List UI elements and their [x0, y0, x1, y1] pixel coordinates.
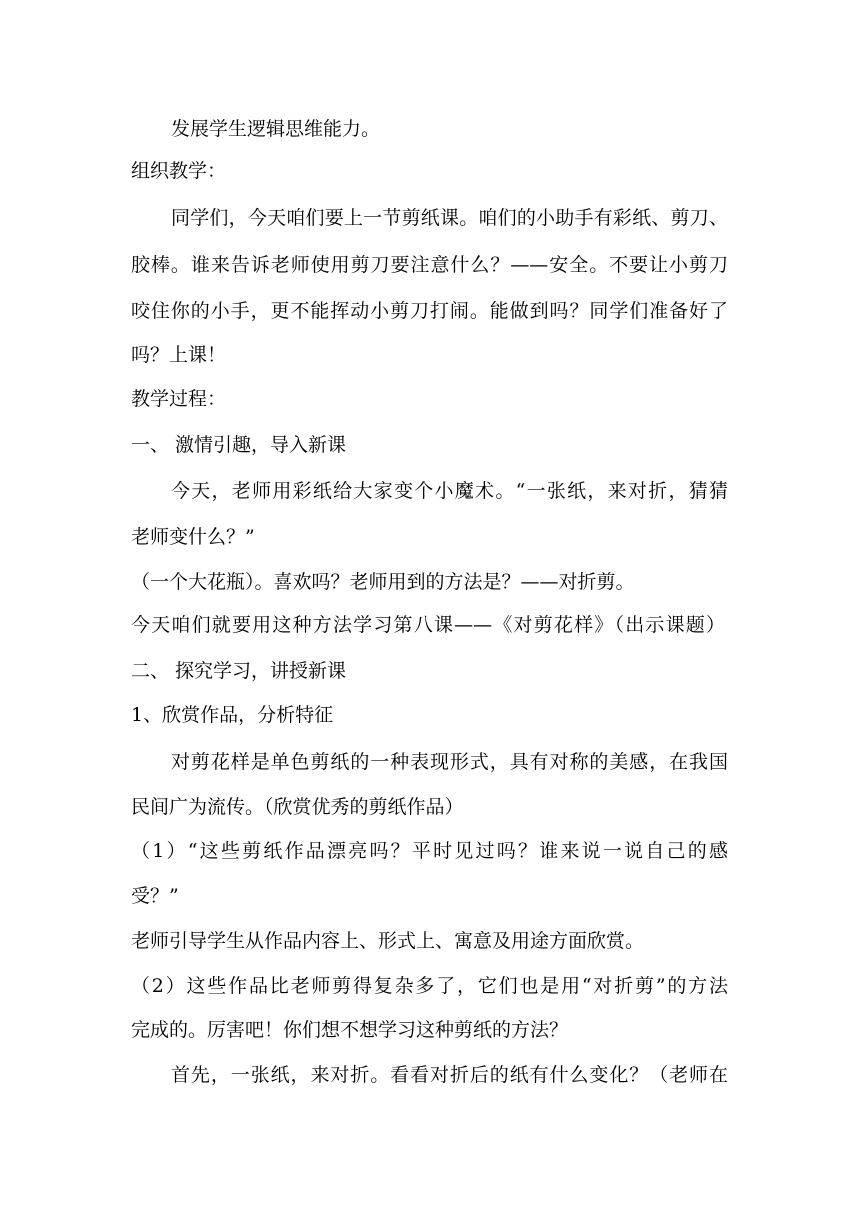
paragraph-line: （一个大花瓶）。喜欢吗？老师用到的方法是？——对折剪。 — [131, 571, 635, 593]
paragraph-line: 吗？上课！ — [131, 344, 227, 366]
paragraph-line: 受？” — [131, 885, 179, 907]
paragraph-line: 咬住你的小手，更不能挥动小剪刀打闹。能做到吗？同学们准备好了 — [131, 300, 728, 322]
paragraph-line: 今天咱们就要用这种方法学习第八课——《对剪花样》（出示课题） — [131, 614, 725, 636]
paragraph-line: （2）这些作品比老师剪得复杂多了，它们也是用“对折剪”的方法 — [131, 975, 728, 997]
paragraph-line: 对剪花样是单色剪纸的一种表现形式，具有对称的美感，在我国 — [171, 751, 728, 773]
paragraph-line: 发展学生逻辑思维能力。 — [171, 118, 381, 140]
paragraph-line: 今天，老师用彩纸给大家变个小魔术。“一张纸，来对折，猜猜 — [171, 480, 728, 502]
subsection-heading: 1、欣赏作品，分析特征 — [131, 704, 334, 726]
section-heading-1: 一、 激情引趣，导入新课 — [131, 434, 347, 456]
paragraph-line: 首先，一张纸，来对折。看看对折后的纸有什么变化？（老师在 — [171, 1064, 728, 1086]
paragraph-line: （1）“这些剪纸作品漂亮吗？平时见过吗？谁来说一说自己的感 — [131, 840, 728, 862]
paragraph-line: 老师变什么？” — [131, 526, 255, 548]
paragraph-line: 民间广为流传。（欣赏优秀的剪纸作品） — [131, 796, 464, 818]
section-heading-2: 二、 探究学习，讲授新课 — [131, 660, 347, 682]
section-heading-process: 教学过程： — [131, 388, 227, 410]
paragraph-line: 老师引导学生从作品内容上、形式上、寓意及用途方面欣赏。 — [131, 930, 645, 952]
section-heading-organize: 组织教学： — [131, 160, 227, 182]
paragraph-line: 胶棒。谁来告诉老师使用剪刀要注意什么？——安全。不要让小剪刀 — [131, 254, 728, 276]
paragraph-line: 完成的。厉害吧！你们想不想学习这种剪纸的方法？ — [131, 1019, 569, 1041]
paragraph-line: 同学们，今天咱们要上一节剪纸课。咱们的小助手有彩纸、剪刀、 — [171, 207, 728, 229]
